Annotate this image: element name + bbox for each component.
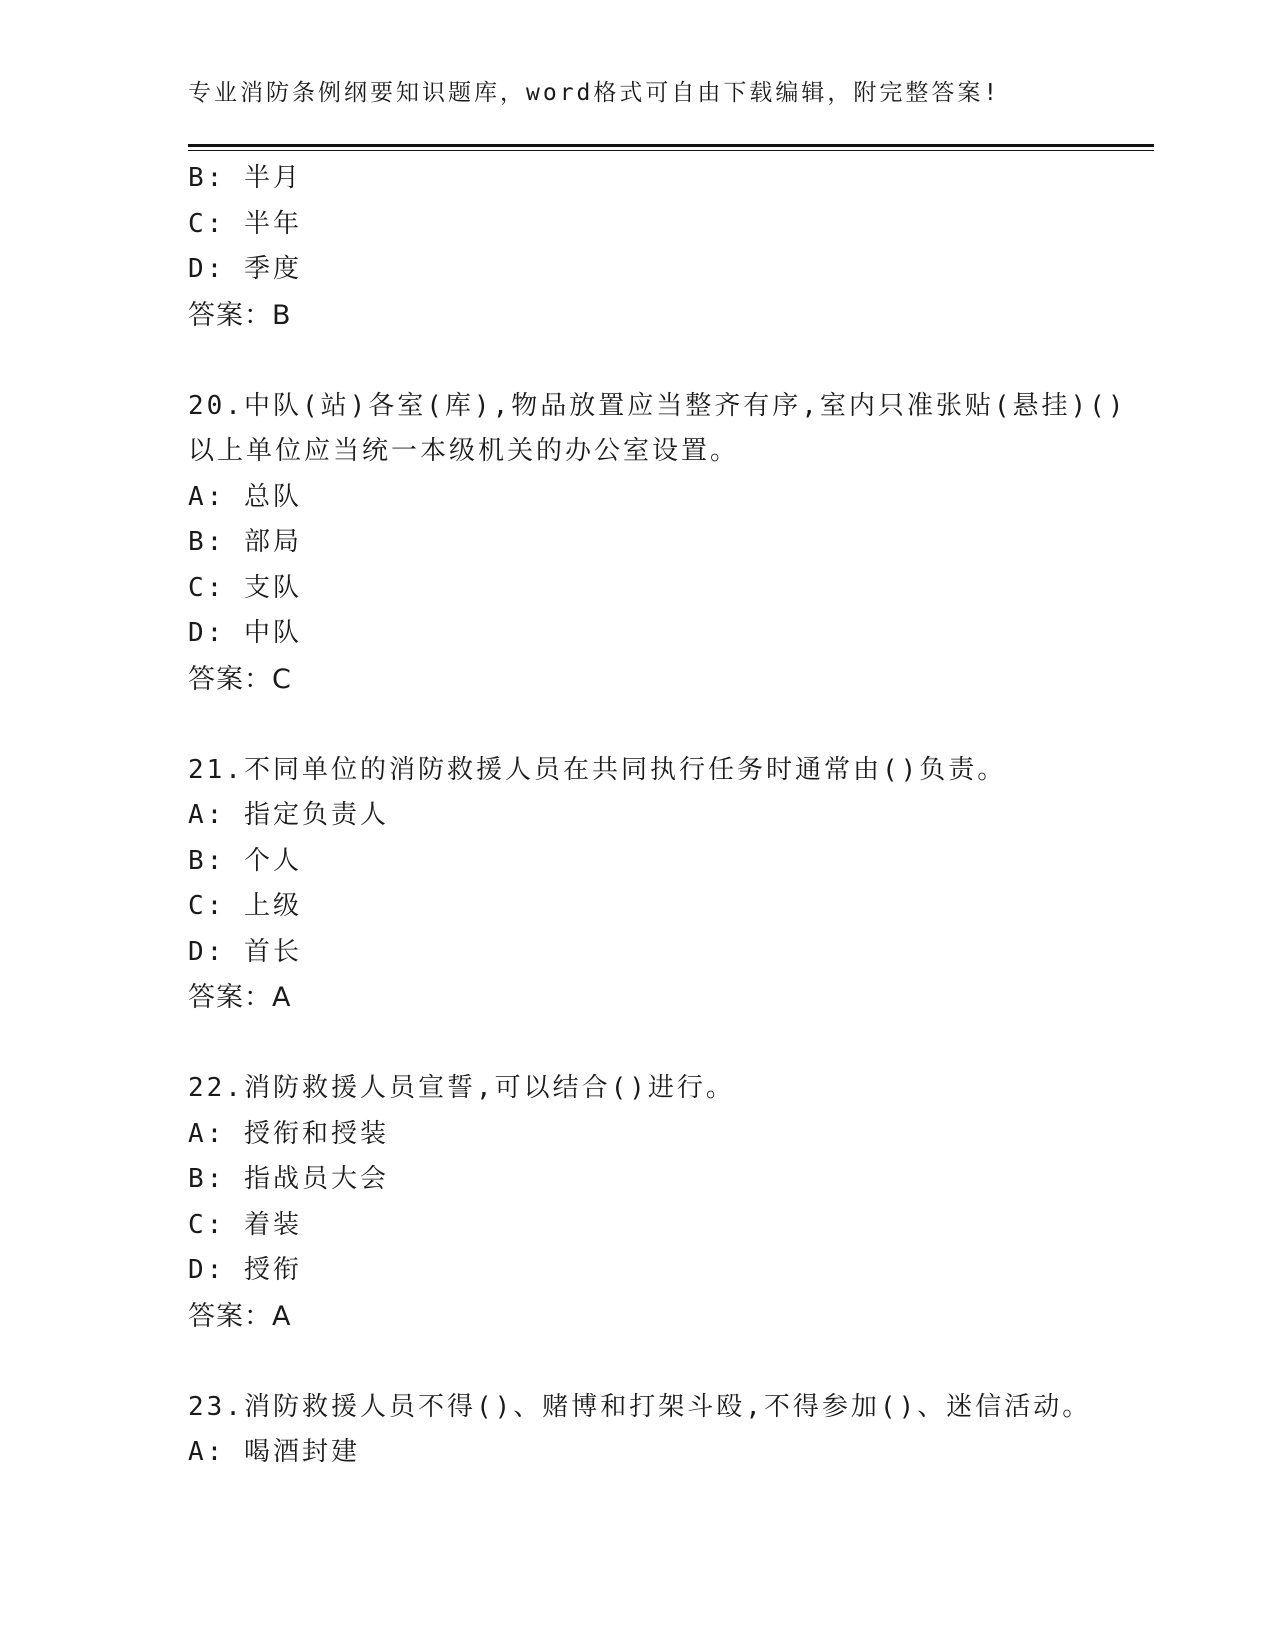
question-stem: 23.消防救援人员不得()、赌博和打架斗殴,不得参加()、迷信活动。 (188, 1391, 1092, 1422)
option-c: C: 上级 (188, 891, 302, 921)
question-22 (188, 1066, 1148, 1339)
question-20 (188, 384, 1148, 703)
spacer (188, 1339, 1148, 1385)
option-a: A: 喝酒封建 (188, 1437, 360, 1467)
option-c: C: 着装 (188, 1209, 302, 1240)
answer-label: 答案：C (188, 663, 292, 695)
answer-label: 答案：A (188, 982, 292, 1013)
option-b: B: 部局 (188, 527, 302, 557)
option-b: B: 个人 (188, 845, 302, 876)
option-b: B: 指战员大会 (188, 1164, 389, 1194)
answer-label: 答案：A (188, 1300, 292, 1332)
option-d: D: 季度 (188, 254, 302, 284)
option-a: A: 授衔和授装 (188, 1118, 389, 1149)
spacer (188, 702, 1148, 748)
question-21 (188, 748, 1148, 1021)
page-header: 专业消防条例纲要知识题库，word格式可自由下载编辑，附完整答案! (188, 80, 1001, 106)
header-rule-thin (188, 150, 1154, 151)
question-stem: 22.消防救援人员宣誓,可以结合()进行。 (188, 1073, 735, 1103)
answer-label: 答案：B (188, 299, 292, 331)
question-19-tail (188, 156, 1148, 338)
option-d: D: 授衔 (188, 1255, 302, 1285)
question-stem: 21.不同单位的消防救援人员在共同执行任务时通常由()负责。 (188, 754, 1007, 785)
option-c: C: 支队 (188, 572, 302, 603)
question-stem-continued: 以上单位应当统一本级机关的办公室设置。 (188, 436, 740, 466)
header-rule-thick (188, 144, 1154, 147)
option-a: A: 指定负责人 (188, 800, 389, 830)
option-b: B: 半月 (188, 163, 302, 193)
spacer (188, 1021, 1148, 1067)
question-stem: 20.中队(站)各室(库),物品放置应当整齐有序,室内只准张贴(悬挂)() (188, 390, 1127, 421)
question-list (188, 156, 1148, 1476)
option-d: D: 首长 (188, 936, 302, 967)
option-a: A: 总队 (188, 481, 302, 512)
question-23 (188, 1385, 1148, 1476)
option-c: C: 半年 (188, 208, 302, 239)
option-d: D: 中队 (188, 618, 302, 648)
spacer (188, 338, 1148, 384)
